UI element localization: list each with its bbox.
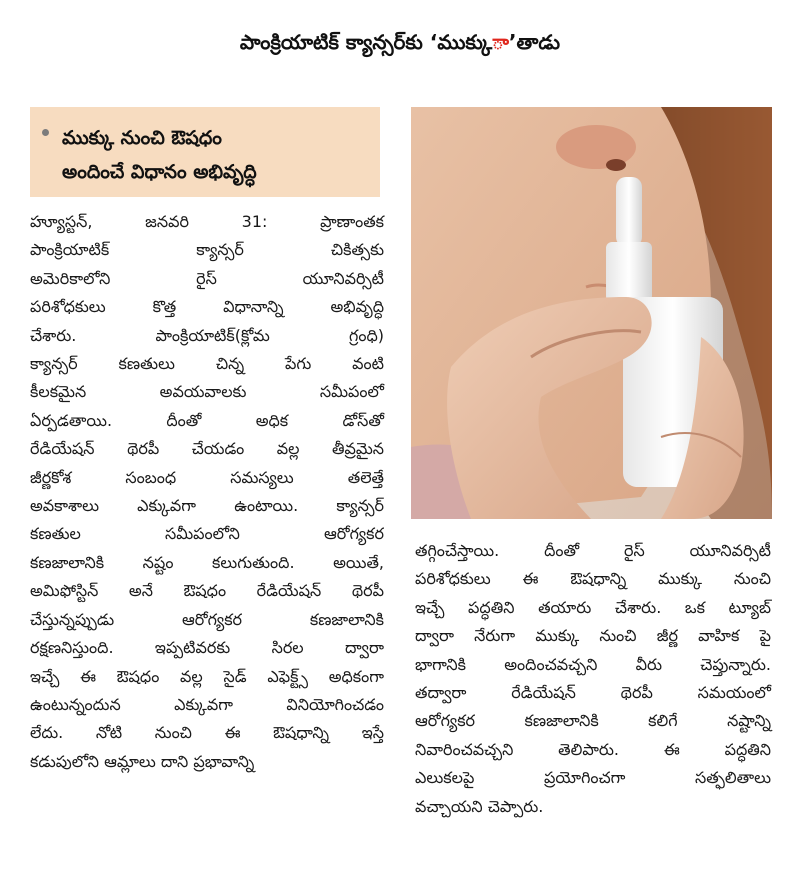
article-column-right xyxy=(415,537,771,821)
nasal-spray-photo xyxy=(411,107,772,519)
headline-end: ’తాడు xyxy=(508,29,561,54)
article-line: క్యాన్సర్ కణతులు చిన్న పేగు వంటి xyxy=(30,354,384,374)
headline xyxy=(0,0,800,88)
headline-accent: ా xyxy=(492,29,509,54)
article-line: ఇచ్చే పద్ధతిని తయారు చేశారు. ఒక ట్యూబ్ xyxy=(415,597,771,617)
article-line: జీర్ణకోశ సంబంధ సమస్యలు తలెత్తే xyxy=(30,467,384,487)
article-line: చేశారు. పాంక్రియాటిక్(క్లోమ గ్రంధి) xyxy=(30,325,384,345)
article-column-left xyxy=(30,208,384,776)
article-line: కీలకమైన అవయవాలకు సమీపంలో xyxy=(30,382,384,402)
headline-main: పాంక్రియాటిక్ క్యాన్సర్‌కు ‘ముక్కు xyxy=(239,29,493,54)
article-line: అవకాశాలు ఎక్కువగా ఉంటాయి. క్యాన్సర్ xyxy=(30,496,384,516)
article-line: అమిఫోస్టిన్ అనే ఔషధం రేడియేషన్ థెరపీ xyxy=(30,581,384,601)
article-line: అమెరికాలోని రైస్ యూనివర్సిటీ xyxy=(30,268,384,288)
article-line: హ్యూస్టన్, జనవరి 31: ప్రాణాంతక xyxy=(30,212,384,231)
highlight-line-2: అందించే విధానం అభివృద్ధి xyxy=(62,161,257,183)
article-line: ఉంటున్నందున ఎక్కువగా వినియోగించడం xyxy=(30,694,384,714)
article-line: పరిశోధకులు కొత్త విధానాన్ని అభివృద్ధి xyxy=(30,297,384,317)
highlight-line-1: ముక్కు నుంచి ఔషధం xyxy=(62,127,222,149)
article-line: రక్షణనిస్తుంది. ఇప్పటివరకు సిరల ద్వారా xyxy=(30,638,384,658)
article-line: నివారించవచ్చని తెలిపారు. ఈ పద్ధతిని xyxy=(415,739,771,759)
article-line: రేడియేషన్ థెరపీ చేయడం వల్ల తీవ్రమైన xyxy=(30,439,384,459)
article-line: ఏర్పడతాయి. దీంతో అధిక డోస్‌తో xyxy=(30,410,384,430)
article-line: పాంక్రియాటిక్ క్యాన్సర్ చికిత్సకు xyxy=(30,240,384,260)
article-line: ఎలుకలపై ప్రయోగించగా సత్ఫలితాలు xyxy=(415,768,771,788)
article-line: కణతుల సమీపంలోని ఆరోగ్యకర xyxy=(30,524,384,544)
bullet-icon xyxy=(42,129,49,136)
article-line: పరిశోధకులు ఈ ఔషధాన్ని ముక్కు నుంచి xyxy=(415,569,771,589)
article-line: తద్వారా రేడియేషన్ థెరపీ సమయంలో xyxy=(415,683,771,703)
article-line: ద్వారా నేరుగా ముక్కు నుంచి జీర్ణ వాహిక పై xyxy=(415,626,771,646)
article-line: లేదు. నోటి నుంచి ఈ ఔషధాన్ని ఇస్తే xyxy=(30,723,384,743)
article-line: కణజాలానికి నష్టం కలుగుతుంది. అయితే, xyxy=(30,552,384,572)
article-line: కడుపులోని ఆమ్లాలు దాని ప్రభావాన్ని xyxy=(30,751,255,771)
highlight-box xyxy=(30,107,380,197)
article-line: వచ్చాయని చెప్పారు. xyxy=(415,796,544,816)
article-line: భాగానికి అందించవచ్చని వీరు చెప్తున్నారు. xyxy=(415,654,771,674)
article-line: చేస్తున్నప్పుడు ఆరోగ్యకర కణజాలానికి xyxy=(30,609,384,629)
article-line: ఇచ్చే ఈ ఔషధం వల్ల సైడ్ ఎఫెక్ట్స్ అధికంగా xyxy=(30,666,384,686)
article-line: తగ్గించేస్తాయి. దీంతో రైస్ యూనివర్సిటీ xyxy=(415,541,771,560)
article-line: ఆరోగ్యకర కణజాలానికి కలిగే నష్టాన్ని xyxy=(415,711,771,731)
